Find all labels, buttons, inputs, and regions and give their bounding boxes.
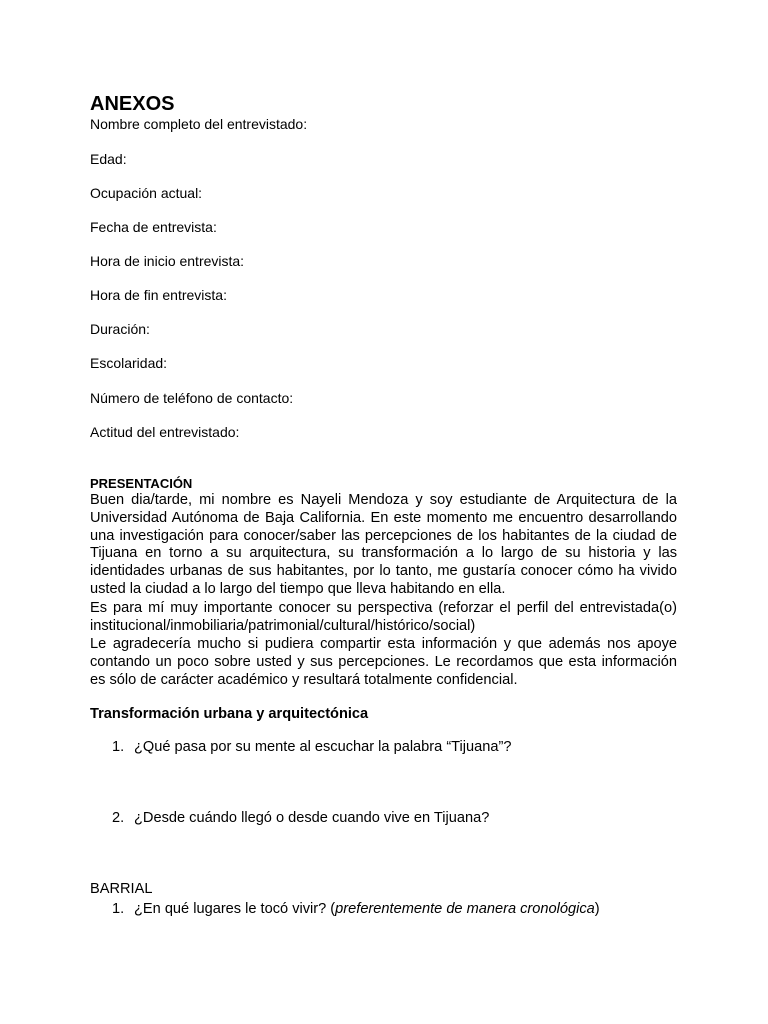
presentation-paragraph-1: Buen dia/tarde, mi nombre es Nayeli Mendoza y soy estudiante de Arquitectura de la Universidad Autónoma de Baja California. En este momento me encuentro desarrollando una investigación para conocer/saber las percepciones de los habitantes de la ciudad de Tijuana en torno a su arquitectura, su transformación a lo largo de su historia y las identidades urbanas de sus habitantes, por lo tanto, me gustaría conocer cómo ha vivido usted la ciudad a lo largo del tiempo que lleva habitando en ella.: [90, 492, 677, 597]
question-text-italic: preferentemente de manera cronológica: [335, 901, 595, 917]
question-text: ¿Desde cuándo llegó o desde cuando vive en Tijuana?: [134, 810, 490, 826]
field-hora-inicio: Hora de inicio entrevista:: [90, 253, 245, 269]
question-text-close: ): [594, 901, 600, 917]
page-title: ANEXOS: [90, 93, 175, 115]
field-actitud: Actitud del entrevistado:: [90, 424, 240, 440]
field-ocupacion: Ocupación actual:: [90, 185, 203, 201]
field-nombre: Nombre completo del entrevistado:: [90, 116, 308, 132]
field-edad: Edad:: [90, 151, 127, 167]
field-duracion: Duración:: [90, 321, 150, 337]
question-number: 2.: [112, 810, 125, 826]
question-text-main: ¿En qué lugares le tocó vivir? (: [134, 901, 336, 917]
section-heading-barrial: BARRIAL: [90, 881, 153, 897]
presentation-paragraph-3: Le agradecería mucho si pudiera compartir esta información y que además nos apoye contando un poco sobre usted y sus percepciones. Le recordamos que esta información es sólo de carácter académico y resultará totalmente confidencial.: [90, 636, 677, 688]
question-urban-2: [112, 809, 489, 827]
field-fecha: Fecha de entrevista:: [90, 219, 217, 235]
question-text: [134, 900, 600, 918]
question-urban-1: [112, 738, 511, 756]
presentation-label: PRESENTACIÓN: [90, 476, 193, 491]
question-number: 1.: [112, 739, 125, 755]
question-barrial-1: [112, 900, 600, 918]
field-escolaridad: Escolaridad:: [90, 355, 168, 371]
question-number: 1.: [112, 901, 125, 917]
field-hora-fin: Hora de fin entrevista:: [90, 287, 227, 303]
section-heading-urban: Transformación urbana y arquitectónica: [90, 706, 369, 722]
presentation-paragraph-2: Es para mí muy importante conocer su perspectiva (reforzar el perfil del entrevistada(o) institucional/inmobiliaria/patrimonial/cultural/histórico/social): [90, 600, 677, 634]
field-telefono: Número de teléfono de contacto:: [90, 390, 294, 406]
question-text: ¿Qué pasa por su mente al escuchar la palabra “Tijuana”?: [134, 739, 512, 755]
